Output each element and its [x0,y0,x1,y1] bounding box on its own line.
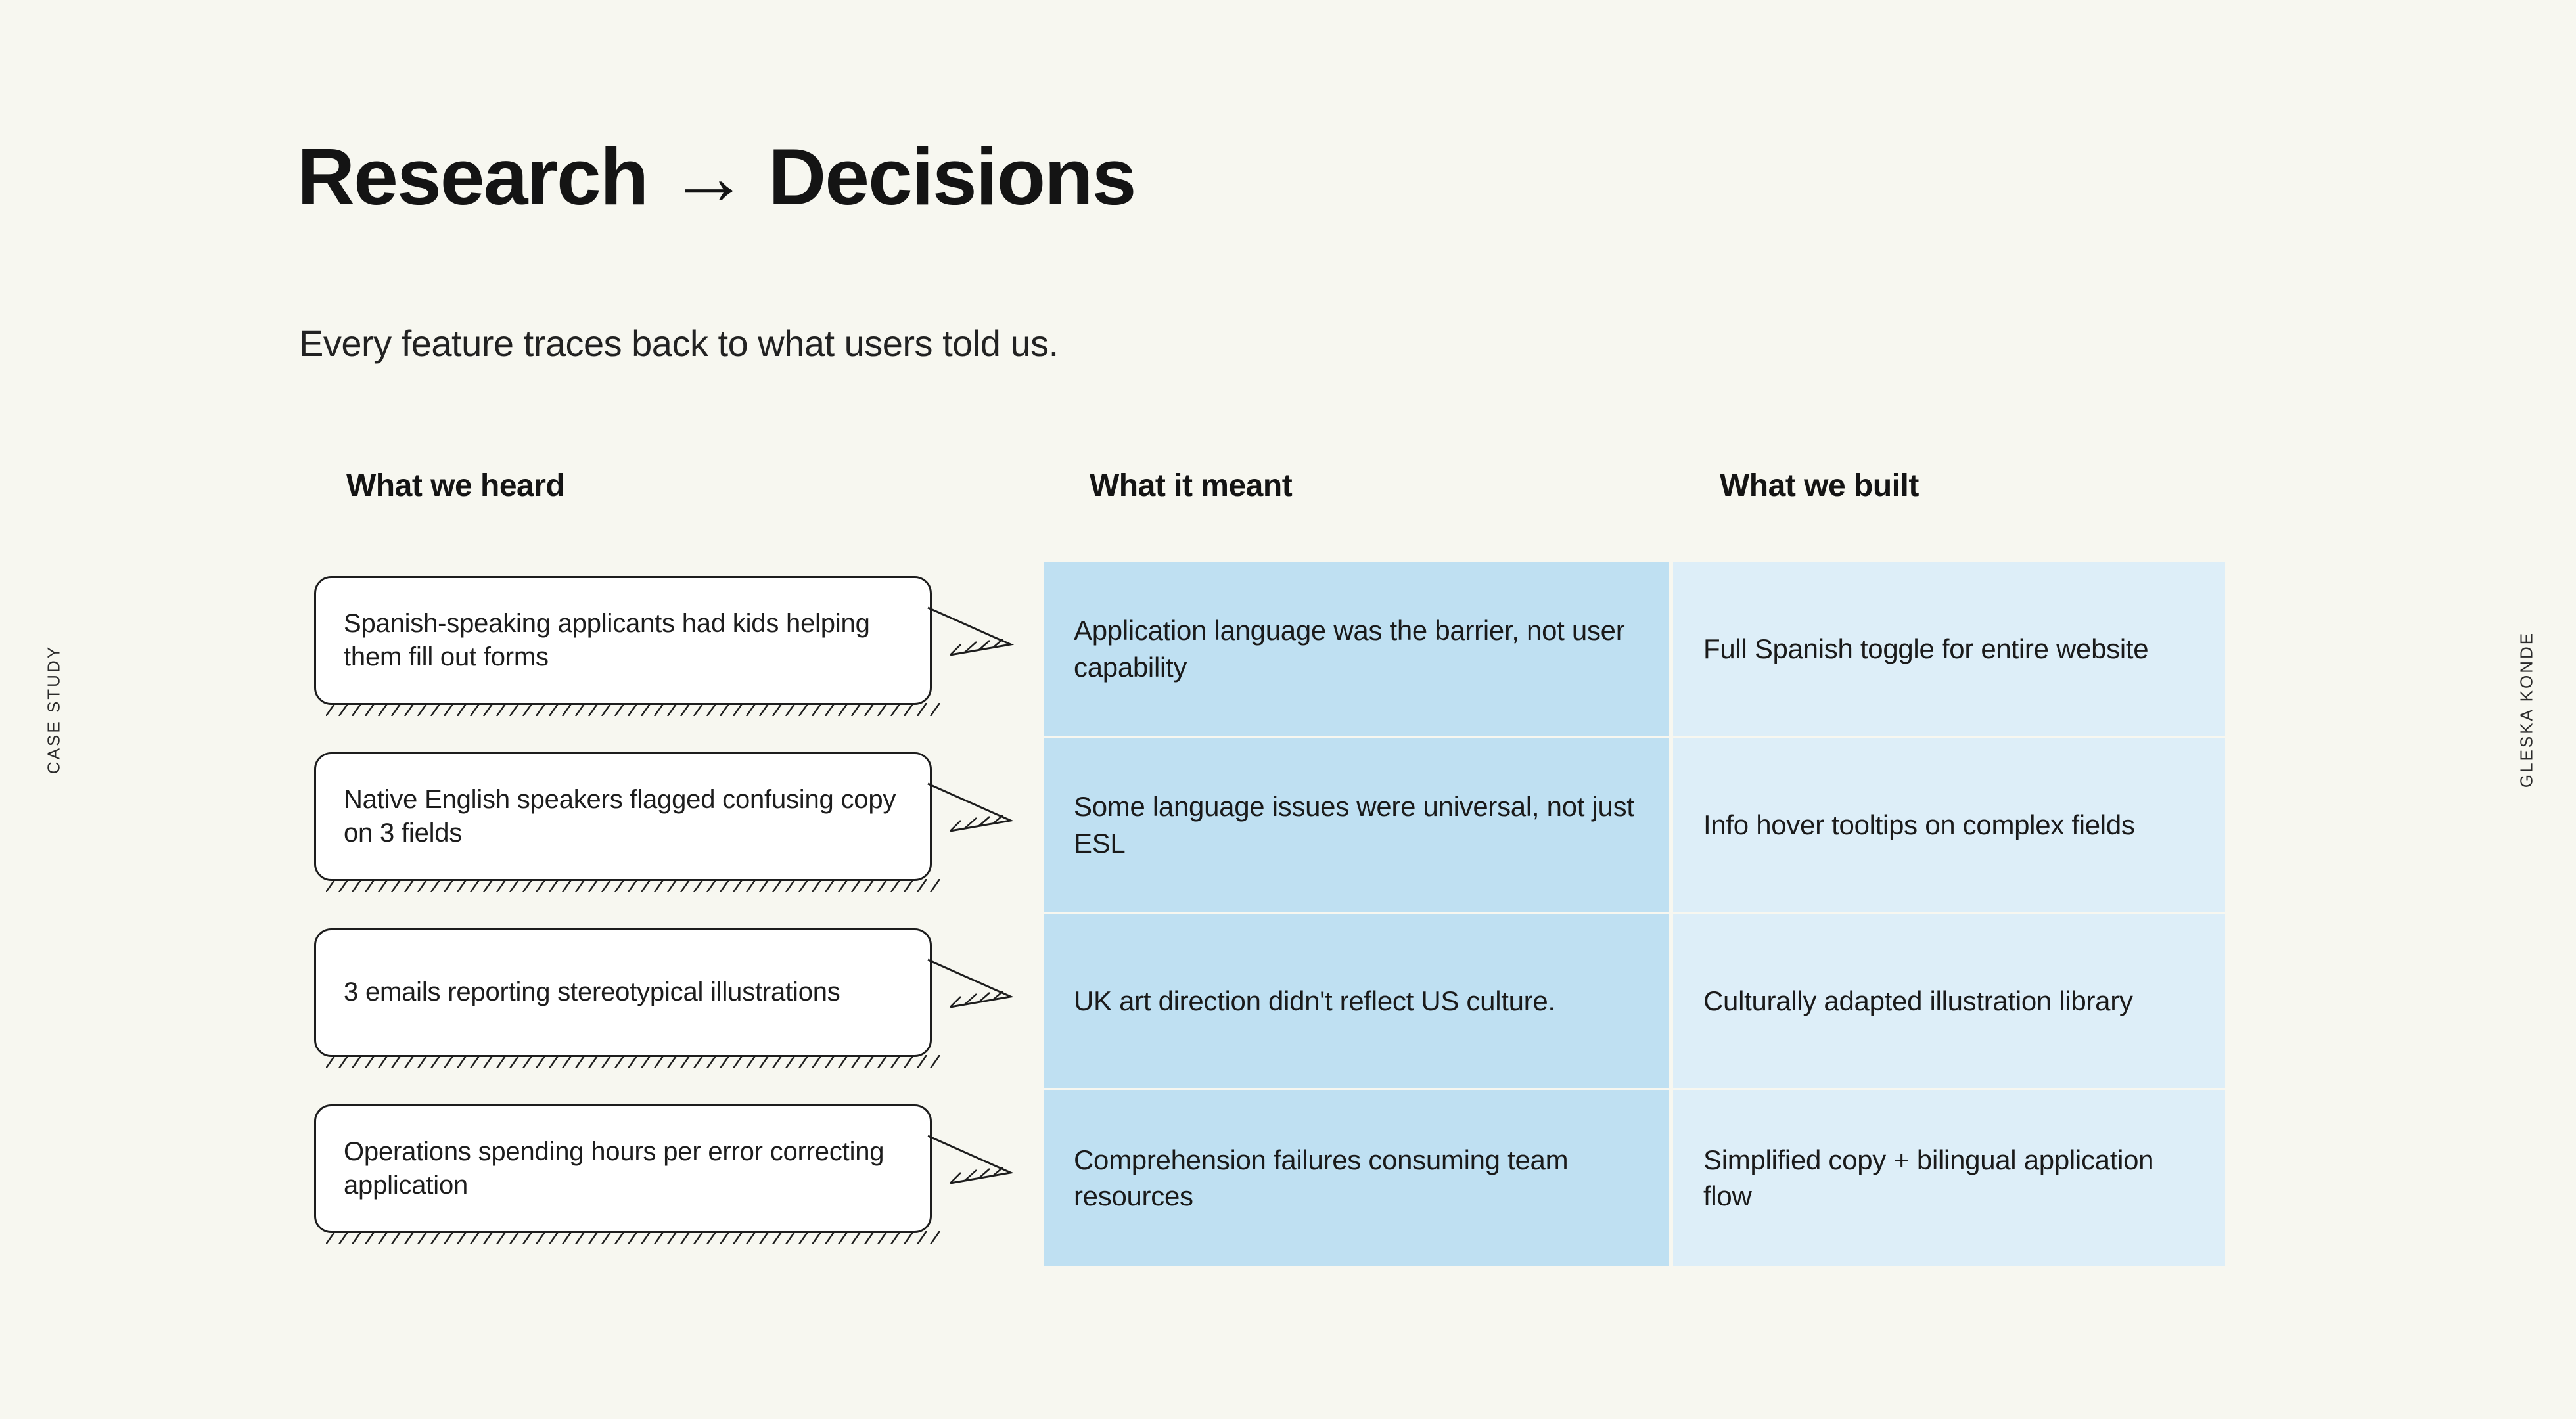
bubble-tail-icon [924,604,1016,683]
bubble-tail-icon [924,1132,1016,1211]
built-text: Culturally adapted illustration library [1703,985,2133,1016]
bubble-tail-icon [924,956,1016,1035]
quote-bubble-body [314,928,932,1057]
bubble-shadow-hatch-icon [326,1231,944,1244]
meaning-text: UK art direction didn't reflect US culture. [1074,985,1555,1016]
quote-text: 3 emails reporting stereotypical illustrations [344,978,840,1007]
meaning-text: Application language was the barrier, not user capability [1074,615,1625,683]
built-cell [1673,1090,2225,1266]
meaning-cell [1044,914,1669,1090]
quote-text: Native English speakers flagged confusing copy on 3 fields [344,784,896,847]
research-decisions-grid [0,562,2576,1284]
bubble-shadow-hatch-icon [326,879,944,892]
quote-bubble [314,1104,1011,1244]
column-header-what-we-built: What we built [1720,468,1919,503]
table-row [0,1090,2576,1266]
table-row [0,562,2576,738]
column-header-what-we-heard: What we heard [346,468,565,503]
page-subtitle: Every feature traces back to what users told us. [299,323,1059,364]
quote-bubble-body [314,576,932,705]
meaning-cell [1044,1090,1669,1266]
meaning-cell [1044,738,1669,914]
column-header-what-it-meant: What it meant [1090,468,1293,503]
brand-label: GLESKA KONDE [2516,631,2537,788]
case-study-label: CASE STUDY [43,644,64,775]
quote-bubble-body [314,1104,932,1233]
built-cell [1673,562,2225,738]
bubble-shadow-hatch-icon [326,1055,944,1068]
quote-text: Operations spending hours per error correcting application [344,1137,885,1200]
bubble-tail-icon [924,780,1016,859]
built-text: Simplified copy + bilingual application flow [1703,1144,2154,1211]
meaning-text: Comprehension failures consuming team resources [1074,1144,1569,1211]
quote-bubble [314,928,1011,1068]
page-title: Research → Decisions [297,132,1136,221]
table-row [0,914,2576,1090]
table-row [0,738,2576,914]
meaning-cell [1044,562,1669,738]
quote-bubble [314,576,1011,715]
built-cell [1673,738,2225,914]
built-text: Full Spanish toggle for entire website [1703,633,2149,664]
quote-bubble [314,752,1011,891]
bubble-shadow-hatch-icon [326,703,944,716]
meaning-text: Some language issues were universal, not just ESL [1074,791,1634,859]
quote-text: Spanish-speaking applicants had kids helping them fill out forms [344,608,870,671]
quote-bubble-body [314,752,932,881]
built-text: Info hover tooltips on complex fields [1703,809,2135,840]
built-cell [1673,914,2225,1090]
